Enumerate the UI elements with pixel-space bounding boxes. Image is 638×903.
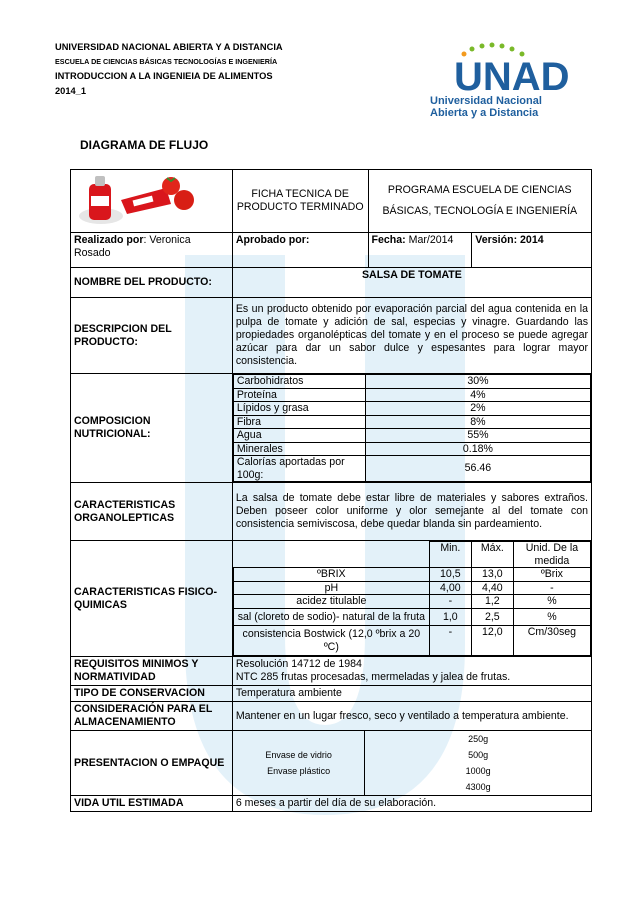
nutrient-name: Agua [233, 429, 365, 443]
param-unit: % [513, 595, 590, 609]
param-max: 2,5 [471, 608, 513, 626]
param-min: - [429, 595, 471, 609]
pesos [365, 731, 591, 795]
table-row [233, 542, 590, 568]
composicion-label: COMPOSICION NUTRICIONAL: [71, 374, 233, 483]
header-school: ESCUELA DE CIENCIAS BÁSICAS TECNOLOGÍAS E INGENIERÍA [55, 56, 278, 66]
requisitos-line-2: NTC 285 frutas procesadas, mermeladas y jalea de frutas. [235, 671, 511, 683]
ketchup-tomato-image [71, 170, 201, 228]
param-max: 4,40 [471, 581, 513, 595]
envase-plastico: Envase plástico [267, 766, 331, 776]
requisitos-value [232, 657, 591, 686]
param-unit: % [513, 608, 590, 626]
logo-subtitle-1: Universidad Nacional [430, 95, 542, 107]
product-image-cell [71, 170, 233, 233]
nutrient-name: Proteína [233, 388, 365, 402]
fisico-cell [232, 541, 591, 657]
presentacion-table [233, 731, 591, 795]
param-max: 13,0 [471, 568, 513, 582]
table-row [233, 456, 590, 482]
table-row [233, 375, 590, 389]
nutrient-name: Carbohidratos [233, 375, 365, 389]
param-max: 12,0 [471, 626, 513, 656]
nutrient-value: 30% [365, 375, 590, 389]
header-course: INTRODUCCION A LA INGENIEIA DE ALIMENTOS [55, 71, 273, 81]
peso-item: 500g [468, 750, 489, 760]
logo-text: UNAD [454, 55, 570, 99]
param-min: 4,00 [429, 581, 471, 595]
param-name: pH [233, 581, 429, 595]
descripcion-label: DESCRIPCION DEL PRODUCTO: [71, 298, 233, 374]
conservacion-value: Temperatura ambiente [232, 686, 591, 702]
envase-vidrio: Envase de vidrio [265, 750, 332, 760]
param-unit: - [513, 581, 590, 595]
param-name: consistencia Bostwick (12,0 ºbrix a 20 ºC) [233, 626, 429, 656]
param-name: ºBRIX [233, 568, 429, 582]
vida-label: VIDA UTIL ESTIMADA [71, 796, 233, 812]
nutrient-value: 55% [365, 429, 590, 443]
nutrient-value: 8% [365, 415, 590, 429]
peso-item: 1000g [465, 766, 491, 776]
nutrient-value: 0.18% [365, 442, 590, 456]
unad-logo [420, 40, 600, 120]
almacenamiento-value: Mantener en un lugar fresco, seco y ventilado a temperatura ambiente. [232, 702, 591, 731]
table-row [233, 626, 590, 656]
nombre-value: SALSA DE TOMATE [232, 268, 591, 298]
requisitos-label: REQUISITOS MINIMOS Y NORMATIVIDAD [71, 657, 233, 686]
envases [233, 731, 365, 795]
table-row [233, 568, 590, 582]
table-row [233, 429, 590, 443]
param-unit: Cm/30seg [513, 626, 590, 656]
fisico-table [233, 541, 591, 656]
presentacion-label: PRESENTACION O EMPAQUE [71, 731, 233, 796]
organolepticas-value: La salsa de tomate debe estar libre de materiales y sabores extraños. Deben poseer color uniforme y olor semejante al del tomate con consistencia semiviscosa, debe quedar blanda sin pardeamiento. [232, 483, 591, 541]
fisico-label: CARACTERISTICAS FISICO-QUIMICAS [71, 541, 233, 657]
document-header [55, 40, 283, 98]
param-name: sal (cloreto de sodio)- natural de la fruta [233, 608, 429, 626]
requisitos-line-1: Resolución 14712 de 1984 [235, 658, 362, 670]
param-min: - [429, 626, 471, 656]
nutrient-value: 56.46 [365, 456, 590, 482]
header-period: 2014_1 [55, 85, 87, 96]
header-min: Min. [429, 542, 471, 568]
table-row [233, 402, 590, 416]
ficha-tecnica-table [70, 169, 592, 812]
logo-subtitle-2: Abierta y a Distancia [430, 107, 539, 119]
header-university: UNIVERSIDAD NACIONAL ABIERTA Y A DISTANCIA [55, 42, 283, 52]
nutrient-name: Minerales [233, 442, 365, 456]
presentacion-cell [232, 731, 591, 796]
aprobado-label: Aprobado por: [232, 233, 368, 268]
nutrient-name: Calorías aportadas por 100g: [233, 456, 365, 482]
table-row [233, 581, 590, 595]
table-row [233, 608, 590, 626]
ficha-title-cell: FICHA TECNICA DE PRODUCTO TERMINADO [232, 170, 368, 233]
composicion-cell [232, 374, 591, 483]
nutrient-value: 2% [365, 402, 590, 416]
fecha-cell [368, 233, 472, 268]
table-row [233, 595, 590, 609]
nutrient-value: 4% [365, 388, 590, 402]
realizado-value: : Veronica Rosado [74, 234, 191, 259]
descripcion-value: Es un producto obtenido por evaporación parcial del agua contenida en la pulpa de tomate y adición de sal, especias y vinagre. Guardando las propiedades organolépticas del tomate y en el proceso se puede agregar azúcar para dar un sabor dulce y espesantes para lograr mayor consistencia. [232, 298, 591, 374]
table-row [233, 442, 590, 456]
conservacion-label: TIPO DE CONSERVACION [71, 686, 233, 702]
realizado-label: Realizado por [74, 234, 144, 246]
vida-value: 6 meses a partir del día de su elaboración. [232, 796, 591, 812]
header-max: Máx. [471, 542, 513, 568]
param-min: 10,5 [429, 568, 471, 582]
param-name: acidez titulable [233, 595, 429, 609]
fecha-label: Fecha: [371, 234, 406, 246]
nombre-label: NOMBRE DEL PRODUCTO: [71, 268, 233, 298]
table-row [233, 388, 590, 402]
param-unit: ºBrix [513, 568, 590, 582]
fecha-value: Mar/2014 [405, 234, 454, 246]
param-min: 1,0 [429, 608, 471, 626]
header-unidad: Unid. De la medida [513, 542, 590, 568]
organolepticas-label: CARACTERISTICAS ORGANOLEPTICAS [71, 483, 233, 541]
peso-item: 4300g [465, 782, 491, 792]
version-cell: Versión: 2014 [472, 233, 592, 268]
nutrient-name: Lípidos y grasa [233, 402, 365, 416]
nutrient-name: Fibra [233, 415, 365, 429]
composicion-table [233, 374, 591, 482]
document-title: DIAGRAMA DE FLUJO [80, 138, 209, 152]
param-max: 1,2 [471, 595, 513, 609]
table-row [233, 415, 590, 429]
program-cell: PROGRAMA ESCUELA DE CIENCIAS BÁSICAS, TECNOLOGÍA E INGENIERÍA [368, 170, 591, 233]
realizado-cell [71, 233, 233, 268]
peso-item: 250g [468, 734, 489, 744]
almacenamiento-label: CONSIDERACIÓN PARA EL ALMACENAMIENTO [71, 702, 233, 731]
